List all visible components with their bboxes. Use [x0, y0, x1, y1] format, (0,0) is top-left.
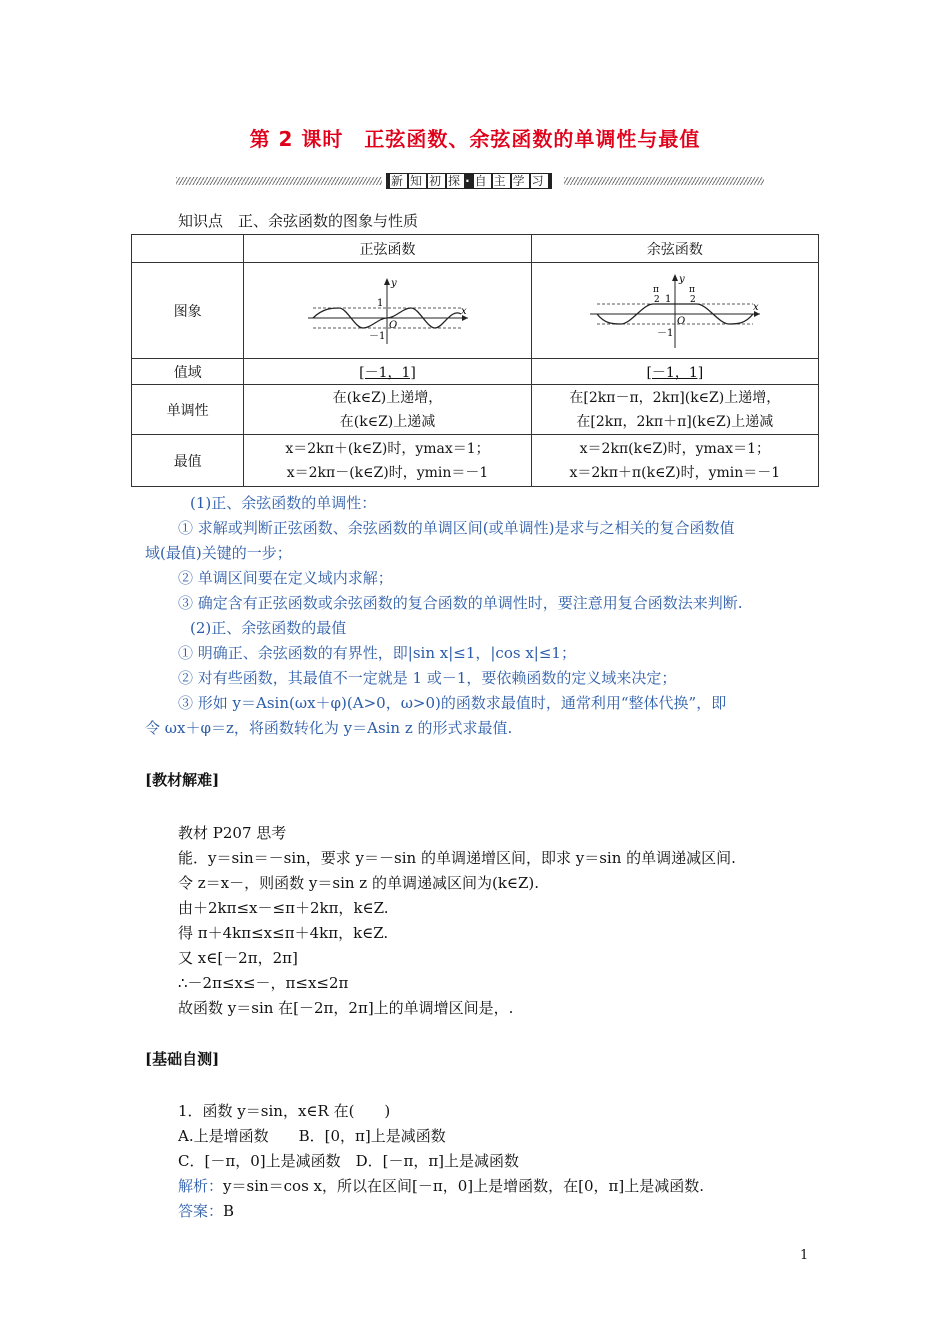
banner-dot: ·: [465, 174, 473, 188]
textbook-line: ∴－2π≤x≤－，π≤x≤2π: [178, 974, 349, 992]
cos-range: [531, 359, 818, 385]
question-stem: 1．函数 y＝sin，x∈R 在( ): [178, 1102, 391, 1120]
sin-graph-y: y: [390, 277, 397, 289]
cos-graph-pi-left: π: [652, 284, 659, 295]
cos-increasing: 在[2kπ－π，2kπ](k∈Z)上递增，: [569, 389, 781, 406]
properties-table: [131, 234, 819, 487]
sin-range: [244, 359, 531, 385]
row-label-monotonicity: 单调性: [132, 385, 244, 435]
knowledge-point-heading: 知识点 正、余弦函数的图象与性质: [178, 212, 419, 230]
sin-range-value: [－1，1]: [359, 364, 416, 381]
section-banner: [176, 173, 764, 189]
sin-graph-neg1: －1: [368, 330, 385, 342]
sin-graph-origin: O: [388, 319, 397, 331]
sin-max: x＝2kπ＋(k∈Z)时，ymax＝1；: [285, 440, 490, 457]
textbook-line: 由＋2kπ≤x－≤π＋2kπ，k∈Z.: [178, 899, 389, 917]
question-options-cd: C．[－π，0]上是减函数 D．[－π，π]上是减函数: [178, 1152, 520, 1170]
banner-char: 学: [512, 174, 528, 188]
banner-char: 知: [410, 174, 426, 188]
page-title: 第 2 课时 正弦函数、余弦函数的单调性与最值: [249, 127, 701, 151]
note-line: (2)正、余弦函数的最值: [190, 619, 347, 637]
textbook-line: 能．y＝sin＝－sin，要求 y＝－sin 的单调递增区间，即求 y＝sin 的单调递减区间.: [178, 849, 736, 867]
textbook-line: 得 π＋4kπ≤x≤π＋4kπ，k∈Z.: [178, 924, 389, 942]
sin-extreme: [244, 435, 531, 487]
row-label-extreme: 最值: [132, 435, 244, 487]
banner-hatch-right: [564, 177, 764, 185]
cos-graph-cell: [531, 263, 818, 359]
banner-char: 习: [531, 174, 547, 188]
header-sin: 正弦函数: [244, 235, 531, 263]
cos-decreasing: 在[2kπ，2kπ＋π](k∈Z)上递减: [576, 413, 774, 430]
answer-text: B: [223, 1202, 235, 1220]
textbook-line: 故函数 y＝sin 在[－2π，2π]上的单调增区间是，.: [178, 999, 514, 1017]
sin-graph: [303, 276, 473, 346]
note-line: ② 单调区间要在定义域内求解；: [178, 569, 393, 587]
cos-graph-x: x: [752, 301, 759, 313]
sin-monotonicity: [244, 385, 531, 435]
banner-char: 自: [474, 174, 490, 188]
cos-graph: [585, 272, 765, 350]
sin-graph-x: x: [460, 305, 467, 317]
row-label-image: 图象: [132, 263, 244, 359]
page-number: 1: [800, 1248, 809, 1263]
answer-label: 答案：: [178, 1202, 224, 1220]
row-label-range: 值域: [132, 359, 244, 385]
cos-graph-neg1: －1: [656, 327, 674, 339]
sin-graph-cell: [244, 263, 531, 359]
question-options-ab: A.上是增函数 B．[0，π]上是减函数: [178, 1127, 446, 1145]
banner-badge: [386, 173, 552, 189]
cos-range-value: [－1，1]: [646, 364, 704, 381]
analysis-text: y＝sin＝cos x，所以在区间[－π，0]上是增函数，在[0，π]上是减函数.: [223, 1177, 704, 1195]
banner-char: 初: [429, 174, 445, 188]
textbook-line: 令 z＝x－，则函数 y＝sin z 的单调递减区间为(k∈Z).: [178, 874, 540, 892]
cos-extreme: [531, 435, 818, 487]
note-line: ① 求解或判断正弦函数、余弦函数的单调区间(或单调性)是求与之相关的复合函数值: [178, 519, 735, 537]
question-answer: [178, 1200, 234, 1221]
note-line: ② 对有些函数，其最值不一定就是 1 或－1，要依赖函数的定义域来决定；: [178, 669, 677, 687]
analysis-label: 解析：: [178, 1177, 224, 1195]
banner-char: 探: [448, 174, 464, 188]
cos-min: x＝2kπ＋π(k∈Z)时，ymin＝－1: [569, 464, 781, 481]
sin-min: x＝2kπ－(k∈Z)时，ymin＝－1: [286, 464, 489, 481]
sin-increasing: 在(k∈Z)上递增，: [332, 389, 443, 406]
cos-max: x＝2kπ(k∈Z)时，ymax＝1；: [579, 440, 770, 457]
cos-monotonicity: [531, 385, 818, 435]
textbook-line: 又 x∈[－2π，2π]: [178, 949, 298, 967]
banner-char: 新: [391, 174, 407, 188]
section-heading-textbook: [教材解难]: [145, 771, 220, 789]
section-heading-selftest: [基础自测]: [145, 1050, 220, 1068]
note-line: 域(最值)关键的一步；: [145, 544, 292, 562]
sin-decreasing: 在(k∈Z)上递减: [339, 413, 436, 430]
textbook-line: 教材 P207 思考: [178, 824, 287, 842]
note-line: (1)正、余弦函数的单调性：: [190, 494, 377, 512]
question-analysis: [178, 1175, 704, 1196]
note-line: ③ 形如 y＝Asin(ωx＋φ)(A>0，ω>0)的函数求最值时，通常利用“整体代换”，即: [178, 694, 727, 712]
cos-graph-origin: O: [676, 315, 686, 327]
cos-graph-two-right: 2: [689, 294, 696, 305]
table-corner: [132, 235, 244, 263]
cos-graph-y: y: [678, 273, 685, 285]
cos-graph-1: 1: [664, 293, 672, 305]
sin-graph-1: 1: [376, 297, 383, 309]
banner-char: 主: [493, 174, 509, 188]
note-line: ① 明确正、余弦函数的有界性，即|sin x|≤1，|cos x|≤1；: [178, 644, 576, 662]
note-line: ③ 确定含有正弦函数或余弦函数的复合函数的单调性时，要注意用复合函数法来判断.: [178, 594, 743, 612]
cos-graph-pi-right: π: [688, 284, 695, 295]
banner-hatch-left: [176, 177, 382, 185]
cos-graph-two-left: 2: [653, 294, 660, 305]
note-line: 令 ωx＋φ＝z，将函数转化为 y＝Asin z 的形式求最值.: [145, 719, 513, 737]
header-cos: 余弦函数: [531, 235, 818, 263]
